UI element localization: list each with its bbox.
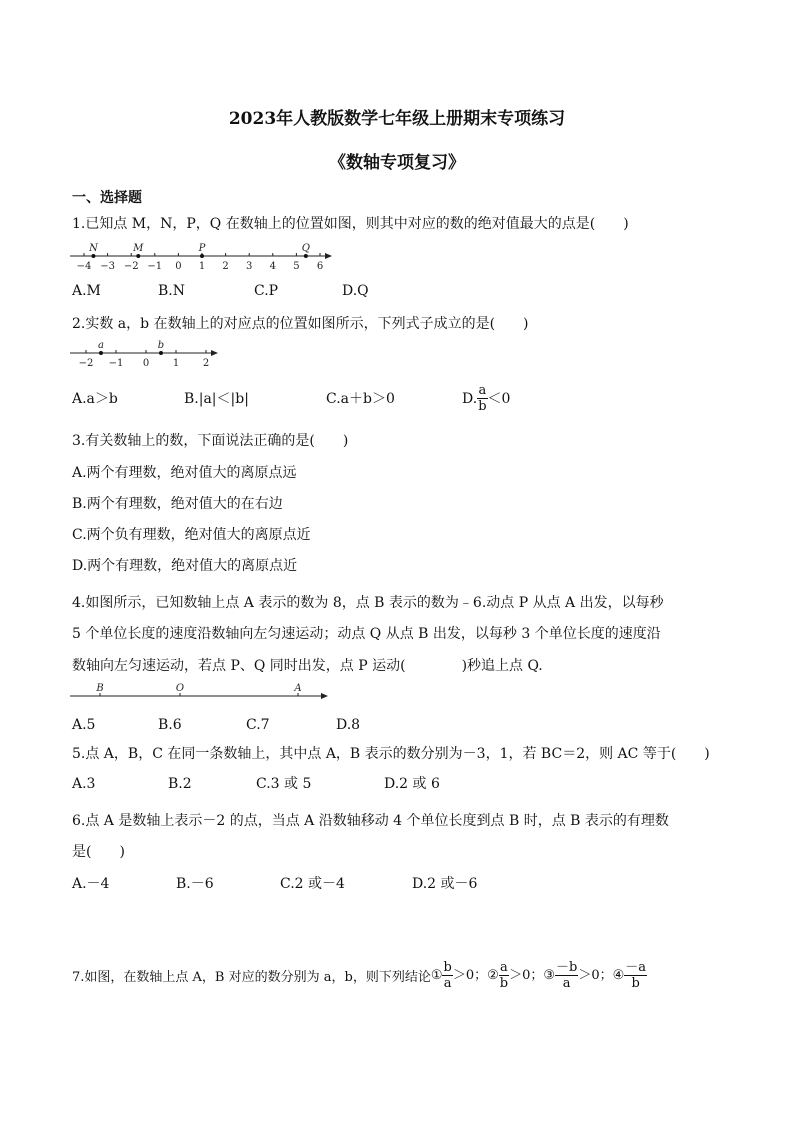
option-d[interactable]: D.8	[336, 717, 361, 733]
option-d[interactable]: D.2 或 6	[384, 776, 440, 792]
numerator: a	[478, 383, 487, 398]
option-b[interactable]: B.|a|＜|b|	[184, 390, 249, 407]
option-c[interactable]: C.P	[254, 283, 279, 299]
point-dot	[159, 351, 163, 355]
question-5-options	[72, 773, 440, 793]
question-4-line-1: 4.如图所示，已知数轴上点 A 表示的数为 8，点 B 表示的数为﹣6.动点 P 从点 A 出发，以每秒	[72, 595, 664, 611]
point-dot	[200, 254, 204, 258]
tick-label: −1	[108, 358, 124, 369]
tick-label: 2	[222, 261, 229, 272]
question-2-options	[72, 383, 510, 414]
point-label: P	[198, 243, 206, 254]
option-c[interactable]: C.2 或－4	[280, 876, 345, 892]
tick-label: 0	[142, 358, 150, 369]
point-label: b	[157, 340, 165, 351]
point-dot	[136, 254, 140, 258]
option-c[interactable]: C.a＋b＞0	[326, 390, 395, 407]
point-label: M	[133, 243, 144, 254]
statement-4	[613, 960, 647, 991]
numerator: －b	[556, 960, 578, 975]
tick-label: 3	[246, 261, 253, 272]
number-line-q4	[70, 682, 334, 706]
option-a[interactable]: A.a＞b	[72, 390, 118, 407]
denominator: b	[631, 976, 640, 991]
option-c[interactable]: C.7	[246, 717, 270, 733]
point-dot	[99, 351, 103, 355]
option-d[interactable]	[462, 383, 510, 414]
axis-arrow	[325, 253, 332, 259]
question-4-line-3: 数轴向左匀速运动，若点 P、Q 同时出发，点 P 运动( )秒追上点 Q.	[72, 658, 543, 674]
tick-label: 1	[198, 261, 206, 272]
option-b[interactable]: B.6	[158, 717, 182, 733]
page-title: 2023年人教版数学七年级上册期末专项练习	[228, 109, 566, 129]
option-a[interactable]: A.－4	[72, 876, 110, 892]
number-line-q1	[70, 238, 340, 274]
statement-2	[487, 960, 543, 991]
option-b[interactable]: B.2	[168, 776, 192, 792]
option-b[interactable]: B.N	[158, 283, 185, 299]
fraction	[555, 960, 578, 991]
question-7-stem: 7.如图，在数轴上点 A，B 对应的数分别为 a，b，则下列结论	[72, 970, 431, 985]
statement-1	[431, 960, 487, 991]
question-6-line-2: 是( )	[72, 844, 125, 860]
tick-label: −2	[123, 261, 139, 272]
tick-label: 1	[172, 358, 180, 369]
numerator: －a	[625, 960, 647, 975]
option-c[interactable]: C.两个负有理数，绝对值大的离原点近	[72, 527, 311, 543]
statement-relation: ＞0；	[509, 968, 544, 983]
page-subtitle: 《数轴专项复习》	[329, 153, 465, 173]
question-4-options	[72, 717, 360, 733]
option-b[interactable]: B.－6	[176, 876, 214, 892]
fraction	[499, 960, 509, 991]
tick-label: −1	[147, 261, 163, 272]
statement-mark: ④	[612, 968, 625, 983]
option-a[interactable]: A.5	[72, 717, 96, 733]
fraction	[477, 383, 487, 414]
question-3-text: 3.有关数轴上的数，下面说法正确的是( )	[72, 433, 349, 449]
tick-label: 2	[202, 358, 210, 369]
question-7-text	[72, 960, 647, 991]
point-label: a	[98, 340, 104, 351]
number-line-q2	[70, 338, 230, 372]
point-label: B	[96, 683, 104, 694]
tick-label: 6	[316, 261, 324, 272]
point-dot	[304, 254, 308, 258]
question-1-text: 1.已知点 M，N，P，Q 在数轴上的位置如图，则其中对应的数的绝对值最大的点是( )	[72, 216, 629, 232]
option-d[interactable]: D.两个有理数，绝对值大的离原点近	[72, 558, 298, 574]
point-dot	[91, 254, 95, 258]
statement-mark: ③	[543, 968, 556, 983]
option-a[interactable]: A.两个有理数，绝对值大的离原点远	[72, 465, 297, 481]
option-c[interactable]: C.3 或 5	[256, 776, 312, 792]
tick-label: 4	[269, 261, 276, 272]
statement-relation: ＞0；	[578, 968, 613, 983]
question-4-line-2: 5 个单位长度的速度沿数轴向左匀速运动；动点 Q 从点 B 出发，以每秒 3 个单位长度的速度沿	[72, 626, 661, 642]
option-b[interactable]: B.两个有理数，绝对值大的在右边	[72, 496, 283, 512]
point-label: A	[294, 683, 302, 694]
statement-mark: ①	[430, 968, 443, 983]
tick-label: 0	[175, 261, 182, 272]
option-d[interactable]: D.Q	[342, 283, 369, 299]
point-label: Q	[301, 243, 310, 254]
denominator: a	[443, 976, 452, 991]
denominator: b	[499, 976, 509, 991]
tick-label: 5	[293, 261, 300, 272]
point-label: N	[89, 243, 98, 254]
point-label: O	[175, 683, 185, 694]
question-1-options	[72, 283, 369, 299]
option-d[interactable]: D.2 或－6	[412, 876, 478, 892]
tick-label: −4	[76, 261, 92, 272]
question-2-text: 2.实数 a，b 在数轴上的对应点的位置如图所示，下列式子成立的是( )	[72, 316, 529, 332]
tick-label: −2	[78, 358, 94, 369]
statement-mark: ②	[487, 968, 499, 983]
statement-relation: ＞0；	[452, 968, 488, 983]
option-d-suffix: ＜0	[487, 390, 511, 407]
option-d-prefix: D.	[462, 390, 478, 407]
tick-label: −3	[100, 261, 115, 272]
section-heading: 一、选择题	[72, 190, 142, 206]
statement-3	[543, 960, 612, 991]
numerator: b	[443, 960, 452, 975]
numerator: a	[500, 960, 508, 975]
fraction	[442, 960, 452, 991]
question-6-line-1: 6.点 A 是数轴上表示－2 的点，当点 A 沿数轴移动 4 个单位长度到点 B 时，点 B 表示的有理数	[72, 813, 669, 829]
question-5-text: 5.点 A，B，C 在同一条数轴上，其中点 A，B 表示的数分别为－3，1，若 BC＝2，则 AC 等于( )	[72, 746, 710, 762]
denominator: b	[478, 399, 487, 414]
denominator: a	[562, 976, 571, 991]
question-6-options	[72, 873, 477, 893]
option-a[interactable]: A.3	[72, 776, 96, 792]
axis-arrow	[321, 693, 328, 699]
option-a[interactable]: A.M	[72, 283, 101, 299]
fraction	[624, 960, 647, 991]
axis-arrow	[211, 350, 218, 356]
